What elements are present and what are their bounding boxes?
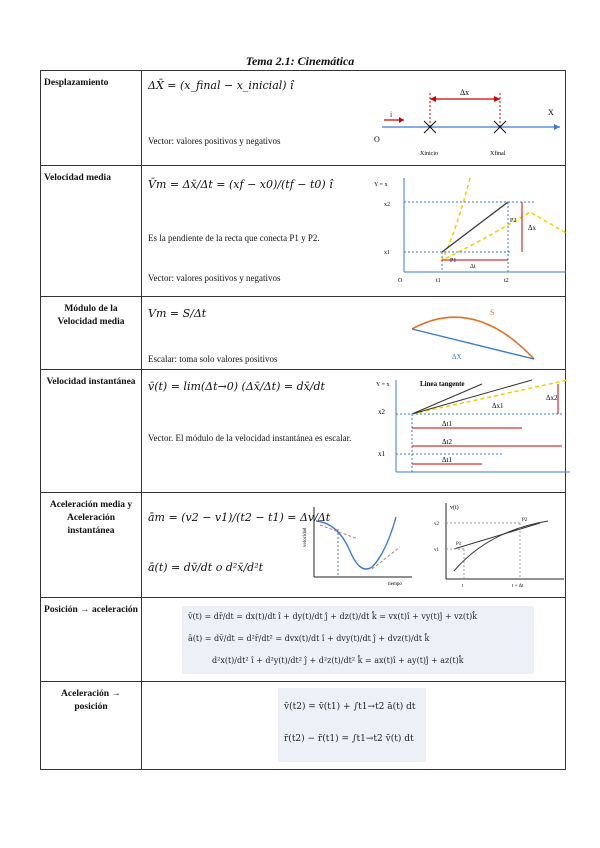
formula-line: ā(t) = dv̄/dt = d²r̄/dt² = dvx(t)/dt î + dvy(t)/dt ĵ + dvz(t)/dt k̂ [188, 634, 430, 643]
page-title: Tema 2.1: Cinemática [245, 54, 355, 68]
dx1-label: Δx1 [492, 402, 504, 410]
table-row [41, 370, 566, 493]
y-axis-label: Y = x [374, 182, 388, 188]
row-content [142, 166, 566, 297]
x1-label: x1 [384, 250, 390, 256]
x-end-label: Xfinal [490, 151, 506, 157]
velocity-tangent-graph [428, 499, 568, 591]
row-content [142, 71, 566, 166]
row-content [142, 297, 566, 370]
dt-label: Δt [470, 264, 476, 270]
p2-label: P2 [522, 518, 528, 523]
formula: v̄(t) = lim(Δt→0) (Δx̄/Δt) = dx̄/dt [148, 380, 325, 393]
x2-label: x2 [384, 202, 390, 208]
p2-label: P2 [510, 218, 517, 224]
formula-line: d²x(t)/dt² î + d²y(t)/dt² ĵ + d²z(t)/dt² k̂ = ax(t)î + ay(t)ĵ + az(t)k̂ [212, 656, 464, 665]
kinematics-table [40, 70, 566, 770]
t-label: t [462, 584, 464, 589]
p1-label: P1 [456, 542, 462, 547]
dx2-label: Δx2 [546, 394, 558, 402]
vt-label: v(t) [450, 505, 459, 511]
t1-label: t1 [436, 278, 441, 284]
dt3-label: Δt1 [442, 456, 452, 464]
x-axis-label: tiempo [388, 582, 402, 587]
p1-label: P1 [450, 258, 457, 264]
dx-label: Δx [528, 224, 537, 232]
formula: Vm = S/Δt [148, 307, 207, 320]
row-label: Desplazamiento [41, 71, 142, 166]
note: Es la pendiente de la recta que conecta P1 y P2. [148, 233, 320, 243]
note: Escalar: toma solo valores positivos [148, 354, 278, 364]
x1-label: x1 [378, 450, 385, 458]
delta-label: Δx [460, 88, 470, 97]
row-content [142, 493, 566, 598]
row-content [142, 682, 566, 770]
row-label: Aceleración media y Aceleración instantánea [41, 493, 142, 598]
t2-label: t2 [504, 278, 509, 284]
table-row [41, 166, 566, 297]
formula: ΔX̄ = (x_final − x_inicial) î [148, 79, 294, 92]
arc-diagram [404, 301, 544, 367]
formula: V̄m = Δx̄/Δt = (xf − x0)/(tf − t0) î [148, 178, 333, 191]
axis-label: X [548, 108, 554, 117]
table-row [41, 598, 566, 682]
dt2-label: Δt2 [442, 438, 452, 446]
row-label: Aceleración → posición [41, 682, 142, 770]
x-start-label: Xinicio [420, 151, 438, 157]
formula-line: r̄(t2) − r̄(t1) = ∫t1→t2 v̄(t) dt [284, 734, 414, 744]
table-row [41, 297, 566, 370]
unit-label: i [390, 110, 393, 119]
note: Vector: valores positivos y negativos [148, 136, 281, 146]
y-axis-label: velocidad [303, 527, 308, 547]
formula-box [278, 688, 426, 762]
arc-label: S [490, 308, 495, 317]
row-content [142, 598, 566, 682]
displacement-diagram [370, 75, 570, 163]
row-label: Módulo de la Velocidad media [41, 297, 142, 370]
origin-label: O [398, 278, 403, 284]
row-content [142, 370, 566, 493]
table-row [41, 493, 566, 598]
note: Vector. El módulo de la velocidad instantánea es escalar. [148, 433, 352, 443]
chord-label: ΔX [452, 353, 462, 361]
instantaneous-velocity-graph [372, 374, 572, 490]
row-label: Velocidad instantánea [41, 370, 142, 493]
formula: ā(t) = dv̄/dt o d²x̄/d²t [148, 561, 264, 574]
average-velocity-graph [370, 172, 570, 290]
v1-label: v1 [434, 548, 439, 553]
table-row [41, 71, 566, 166]
x2-label: x2 [378, 408, 385, 416]
tangent-label: Linea tangente [420, 380, 465, 388]
note: Vector: valores positivos y negativos [148, 273, 281, 283]
origin-label: O [374, 135, 380, 144]
table-row [41, 682, 566, 770]
dt1-label: Δt1 [442, 420, 452, 428]
formula-line: v̄(t) = dr̄/dt = dx(t)/dt î + dy(t)/dt ĵ + dz(t)/dt k̂ = vx(t)î + vy(t)ĵ + vz(t)k̂ [188, 612, 478, 621]
row-label: Posición → aceleración [41, 598, 142, 682]
velocity-time-graph [298, 503, 416, 587]
formula: ām = (v2 − v1)/(t2 − t1) = Δv/Δt [148, 511, 331, 524]
formula-box [182, 606, 534, 674]
v2-label: v2 [434, 522, 439, 527]
y-axis-label: Y = x [376, 382, 390, 388]
row-label: Velocidad media [41, 166, 142, 297]
formula-line: v̄(t2) = v̄(t1) + ∫t1→t2 ā(t) dt [284, 702, 416, 712]
tdt-label: t + Δt [512, 584, 524, 589]
